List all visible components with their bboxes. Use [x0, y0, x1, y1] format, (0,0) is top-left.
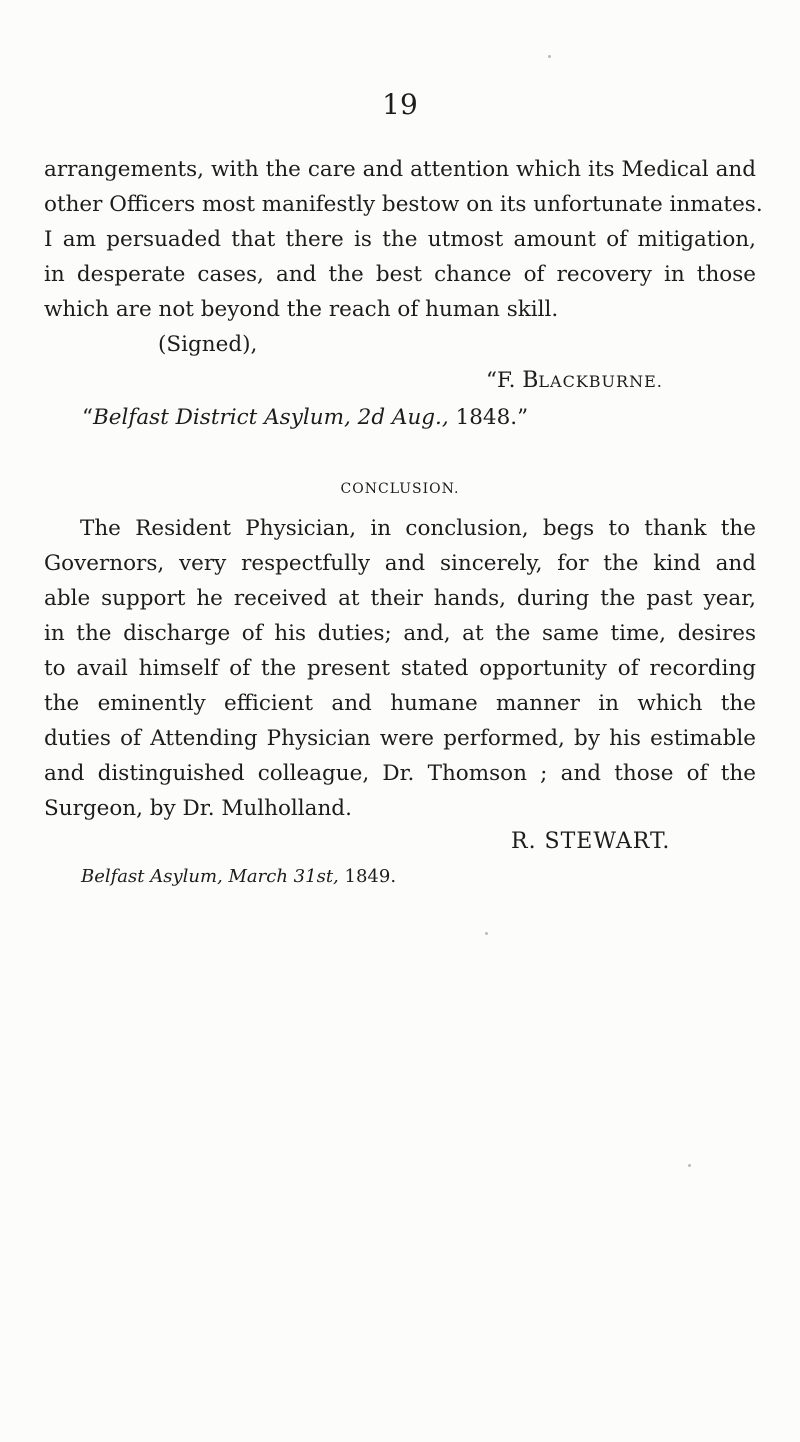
conclusion-line-8: and distinguished colleague, Dr. Thomson ; and those of the [44, 761, 756, 786]
location-year: 1848.” [455, 405, 529, 430]
signature-open-quote: “ [486, 368, 497, 393]
closing-year: 1849. [344, 866, 397, 887]
paper-speck [548, 55, 551, 58]
letter-location [82, 403, 528, 433]
conclusion-line-9: Surgeon, by Dr. Mulholland. [44, 796, 352, 821]
location-date: 2d Aug., [357, 405, 449, 430]
paper-speck [688, 1164, 691, 1167]
location-place: Belfast District Asylum, [93, 405, 351, 430]
closing-place: Belfast Asylum, March [81, 866, 288, 887]
body-line-1: arrangements, with the care and attention which its Medical and [44, 157, 756, 182]
conclusion-line-4: in the discharge of his duties; and, at the same time, desires [44, 621, 756, 646]
page-number: 19 [382, 88, 418, 121]
letter-signature [486, 366, 663, 397]
conclusion-line-6: the eminently efficient and humane manner in which the [44, 691, 756, 716]
location-open-quote: “ [82, 405, 93, 430]
body-line-3: I am persuaded that there is the utmost amount of mitigation, [44, 227, 756, 252]
conclusion-line-1: The Resident Physician, in conclusion, begs to thank the [80, 516, 756, 541]
body-line-4: in desperate cases, and the best chance of recovery in those [44, 262, 756, 287]
signature-surname-rest: LACKBURNE. [538, 372, 663, 391]
signed-label: (Signed), [158, 332, 258, 357]
signature-surname-first: B [522, 368, 539, 393]
closing-day: 31st, [293, 866, 339, 887]
body-line-2: other Officers most manifestly bestow on its unfortunate inmates. [44, 192, 763, 217]
closing-location [81, 866, 396, 887]
body-line-5: which are not beyond the reach of human skill. [44, 297, 559, 322]
conclusion-line-2: Governors, very respectfully and sincerely, for the kind and [44, 551, 756, 576]
paper-speck [485, 932, 488, 935]
closing-signature: R. STEWART. [511, 829, 671, 854]
signature-initial: F. [497, 368, 523, 393]
conclusion-line-7: duties of Attending Physician were performed, by his estimable [44, 726, 756, 751]
conclusion-line-5: to avail himself of the present stated opportunity of recording [44, 656, 756, 681]
conclusion-line-3: able support he received at their hands, during the past year, [44, 586, 756, 611]
conclusion-heading: CONCLUSION. [340, 481, 460, 497]
